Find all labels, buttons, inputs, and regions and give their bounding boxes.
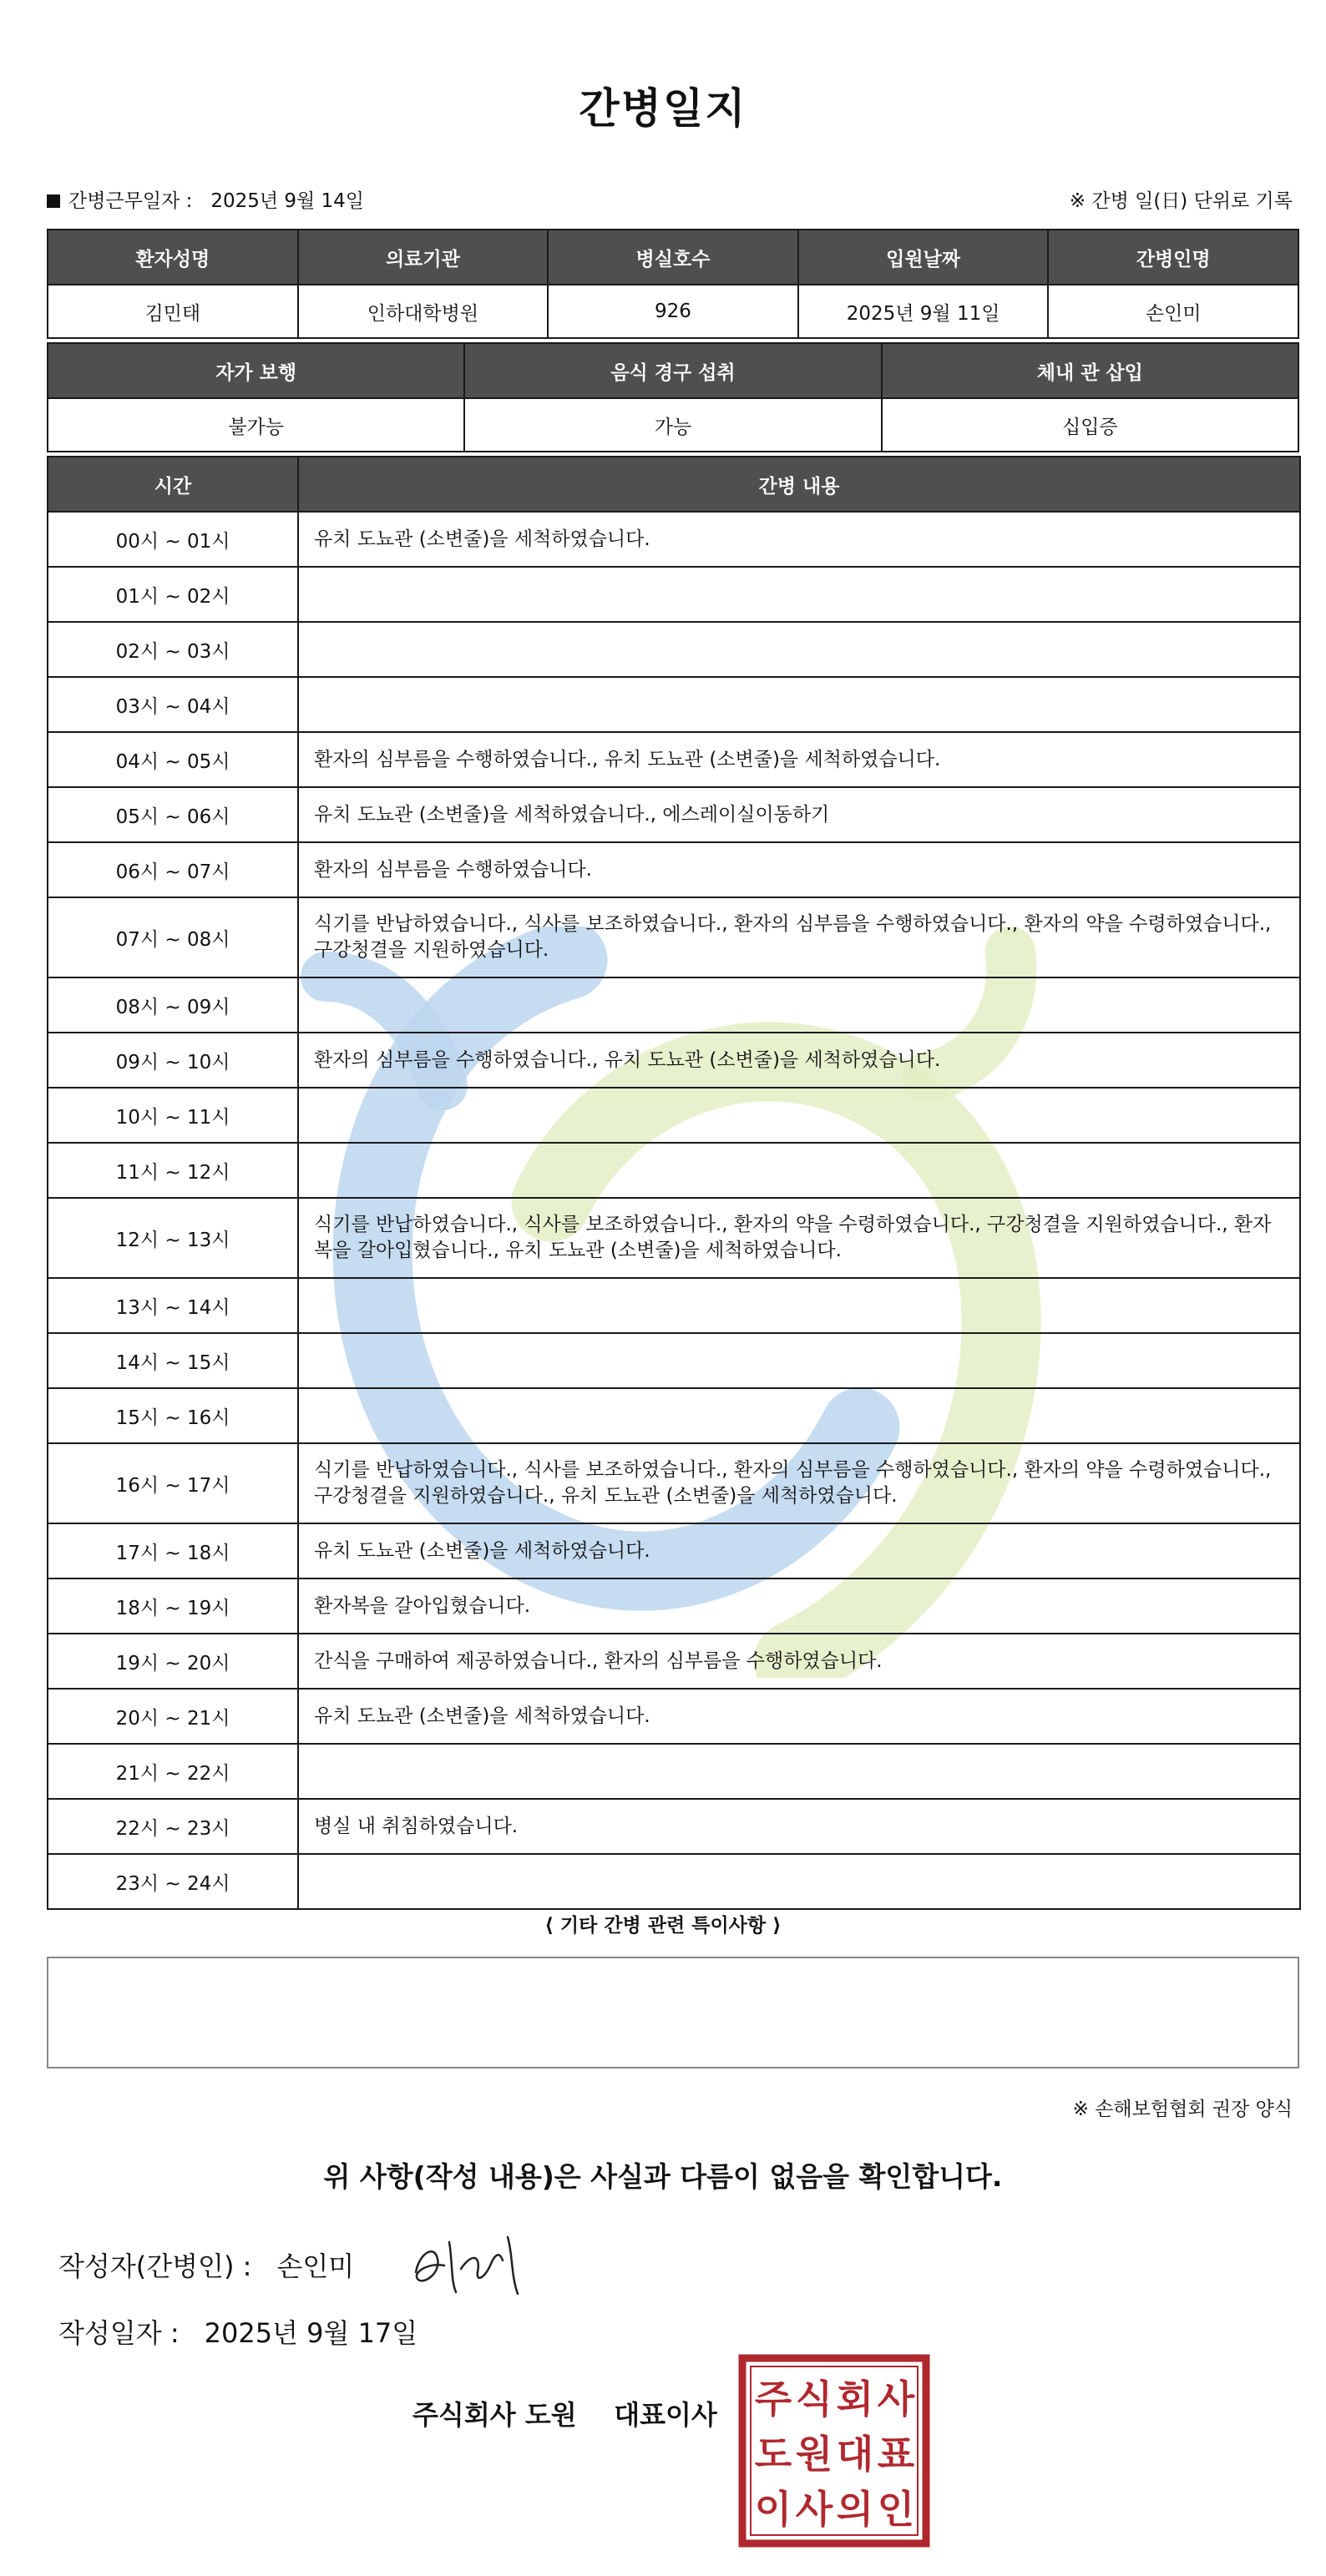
log-content: [298, 622, 1300, 677]
log-content: 환자의 심부름을 수행하였습니다., 유치 도뇨관 (소변줄)을 세척하였습니다.: [298, 732, 1300, 787]
log-content: 간식을 구매하여 제공하였습니다., 환자의 심부름을 수행하였습니다.: [298, 1634, 1300, 1689]
log-time: 17시 ~ 18시: [48, 1523, 298, 1578]
log-content: 병실 내 취침하였습니다.: [298, 1799, 1300, 1854]
header-oral-intake: 음식 경구 섭취: [464, 343, 881, 398]
log-content: 유치 도뇨관 (소변줄)을 세척하였습니다.: [298, 512, 1300, 567]
patient-name: 김민태: [48, 285, 298, 338]
care-log-row: [48, 1278, 1300, 1333]
care-log-row: [48, 1198, 1300, 1278]
work-date: [47, 185, 364, 213]
caregiver-name: 손인미: [1048, 285, 1298, 338]
care-log-row: [48, 732, 1300, 787]
patient-info-table: [47, 229, 1299, 339]
notes-box: [47, 1957, 1299, 2068]
care-log-row: [48, 842, 1300, 897]
seal-glyph: 회: [836, 2376, 874, 2422]
care-log-row: [48, 1333, 1300, 1388]
seal-glyph: 도: [754, 2432, 792, 2477]
log-time: 11시 ~ 12시: [48, 1143, 298, 1198]
care-log-row: [48, 1744, 1300, 1799]
care-log-row: [48, 1388, 1300, 1443]
unit-note: ※ 간병 일(日) 단위로 기록: [1069, 190, 1293, 212]
tube-insertion-status: 십입증: [882, 398, 1298, 452]
log-content: [298, 677, 1300, 732]
header-patient-name: 환자성명: [48, 230, 298, 285]
hospital: 인하대학병원: [298, 285, 549, 338]
work-date-value: 2025년 9월 14일: [210, 190, 365, 212]
document-title: 간병일지: [579, 84, 747, 133]
care-log-row: [48, 897, 1300, 977]
care-log-row: [48, 977, 1300, 1033]
header-caregiver: 간병인명: [1048, 230, 1298, 285]
author-label: 작성자(간병인) :: [58, 2250, 252, 2282]
seal-glyph: 원: [795, 2432, 833, 2477]
log-time: 18시 ~ 19시: [48, 1578, 298, 1634]
seal-glyph: 의: [836, 2487, 874, 2532]
care-log-row: [48, 677, 1300, 732]
written-date-label: 작성일자 :: [58, 2317, 180, 2349]
log-time: 16시 ~ 17시: [48, 1443, 298, 1523]
log-content: 식기를 반납하였습니다., 식사를 보조하였습니다., 환자의 심부름을 수행하였습니다., 환자의 약을 수령하였습니다., 구강청결을 지원하였습니다.: [298, 897, 1300, 977]
oral-intake-status: 가능: [464, 398, 881, 452]
written-date: 2025년 9월 17일: [204, 2317, 418, 2349]
log-time: 07시 ~ 08시: [48, 897, 298, 977]
care-log-row: [48, 567, 1300, 622]
care-log-row: [48, 1634, 1300, 1689]
log-time: 03시 ~ 04시: [48, 677, 298, 732]
log-time: 00시 ~ 01시: [48, 512, 298, 567]
log-content: 환자복을 갈아입혔습니다.: [298, 1578, 1300, 1634]
care-log-row: [48, 1523, 1300, 1578]
log-time: 19시 ~ 20시: [48, 1634, 298, 1689]
handwritten-signature: [401, 2220, 543, 2304]
seal-glyph: 이: [754, 2487, 792, 2532]
admission-date: 2025년 9월 11일: [798, 285, 1049, 338]
log-content: [298, 1744, 1300, 1799]
notes-title: ⟨ 기타 간병 관련 특이사항 ⟩: [544, 1915, 782, 1937]
log-time: 21시 ~ 22시: [48, 1744, 298, 1799]
log-time: 04시 ~ 05시: [48, 732, 298, 787]
seal-glyph: 사: [877, 2376, 915, 2422]
care-log-body: [48, 512, 1300, 1909]
care-log-row: [48, 1088, 1300, 1143]
log-time: 10시 ~ 11시: [48, 1088, 298, 1143]
log-time: 13시 ~ 14시: [48, 1278, 298, 1333]
header-admission-date: 입원날짜: [798, 230, 1049, 285]
log-content: [298, 1333, 1300, 1388]
log-content: [298, 977, 1300, 1033]
log-content: 식기를 반납하였습니다., 식사를 보조하였습니다., 환자의 심부름을 수행하였습니다., 환자의 약을 수령하였습니다., 구강청결을 지원하였습니다., 유치 도뇨관 (소변줄)을 세척하였습니다.: [298, 1443, 1300, 1523]
care-log-row: [48, 1578, 1300, 1634]
log-time: 15시 ~ 16시: [48, 1388, 298, 1443]
author-row: [58, 2245, 354, 2284]
room-number: 926: [548, 285, 798, 338]
log-time: 05시 ~ 06시: [48, 787, 298, 842]
log-time: 01시 ~ 02시: [48, 567, 298, 622]
log-time: 12시 ~ 13시: [48, 1198, 298, 1278]
seal-glyph: 표: [877, 2432, 915, 2477]
representative-title: 대표이사: [614, 2399, 717, 2431]
log-time: 14시 ~ 15시: [48, 1333, 298, 1388]
seal-glyph: 인: [877, 2487, 915, 2532]
care-log-row: [48, 1143, 1300, 1198]
care-log-row: [48, 1799, 1300, 1854]
log-time: 06시 ~ 07시: [48, 842, 298, 897]
log-content: [298, 1388, 1300, 1443]
company-line: [412, 2394, 717, 2432]
header-room: 병실호수: [548, 230, 798, 285]
work-date-label: 간병근무일자 :: [68, 190, 193, 212]
log-content: 환자의 심부름을 수행하였습니다.: [298, 842, 1300, 897]
care-log-row: [48, 622, 1300, 677]
seal-glyph: 주: [754, 2376, 792, 2422]
log-time: 22시 ~ 23시: [48, 1799, 298, 1854]
walking-status: 불가능: [48, 398, 464, 452]
log-content: [298, 1854, 1300, 1909]
log-content: 유치 도뇨관 (소변줄)을 세척하였습니다., 에스레이실이동하기: [298, 787, 1300, 842]
care-log-row: [48, 1854, 1300, 1909]
square-bullet-icon: [47, 194, 60, 208]
log-content: 환자의 심부름을 수행하였습니다., 유치 도뇨관 (소변줄)을 세척하였습니다.: [298, 1033, 1300, 1088]
author-name: 손인미: [276, 2250, 355, 2282]
log-time: 02시 ~ 03시: [48, 622, 298, 677]
header-tube-insertion: 체내 관 삽입: [882, 343, 1298, 398]
company-name: 주식회사 도원: [412, 2399, 577, 2431]
written-date-row: [58, 2312, 418, 2351]
care-log-row: [48, 787, 1300, 842]
log-content: [298, 1143, 1300, 1198]
header-hospital: 의료기관: [298, 230, 549, 285]
log-time: 20시 ~ 21시: [48, 1689, 298, 1744]
log-content: 유치 도뇨관 (소변줄)을 세척하였습니다.: [298, 1523, 1300, 1578]
seal-glyph: 식: [795, 2376, 833, 2422]
log-time: 09시 ~ 10시: [48, 1033, 298, 1088]
seal-glyph: 대: [836, 2432, 874, 2477]
care-log-row: [48, 1689, 1300, 1744]
care-log-row: [48, 1033, 1300, 1088]
patient-status-table: [47, 342, 1299, 452]
confirmation-statement: 위 사항(작성 내용)은 사실과 다름이 없음을 확인합니다.: [323, 2160, 1003, 2193]
seal-glyph: 사: [795, 2487, 833, 2532]
log-content: 식기를 반납하였습니다., 식사를 보조하였습니다., 환자의 약을 수령하였습니다., 구강청결을 지원하였습니다., 환자복을 갈아입혔습니다., 유치 도뇨관 (소변줄)을 세척하였습니다.: [298, 1198, 1300, 1278]
company-seal-stamp: [738, 2354, 930, 2548]
log-time: 23시 ~ 24시: [48, 1854, 298, 1909]
log-time: 08시 ~ 09시: [48, 977, 298, 1033]
form-note: ※ 손해보험협회 권장 양식: [1072, 2099, 1293, 2120]
log-content: 유치 도뇨관 (소변줄)을 세척하였습니다.: [298, 1689, 1300, 1744]
care-log-table: [47, 456, 1301, 1910]
log-content: [298, 1088, 1300, 1143]
log-content: [298, 567, 1300, 622]
care-log-row: [48, 512, 1300, 567]
care-log-row: [48, 1443, 1300, 1523]
header-time: 시간: [48, 457, 298, 512]
header-care-content: 간병 내용: [298, 457, 1300, 512]
log-content: [298, 1278, 1300, 1333]
header-walking: 자가 보행: [48, 343, 464, 398]
